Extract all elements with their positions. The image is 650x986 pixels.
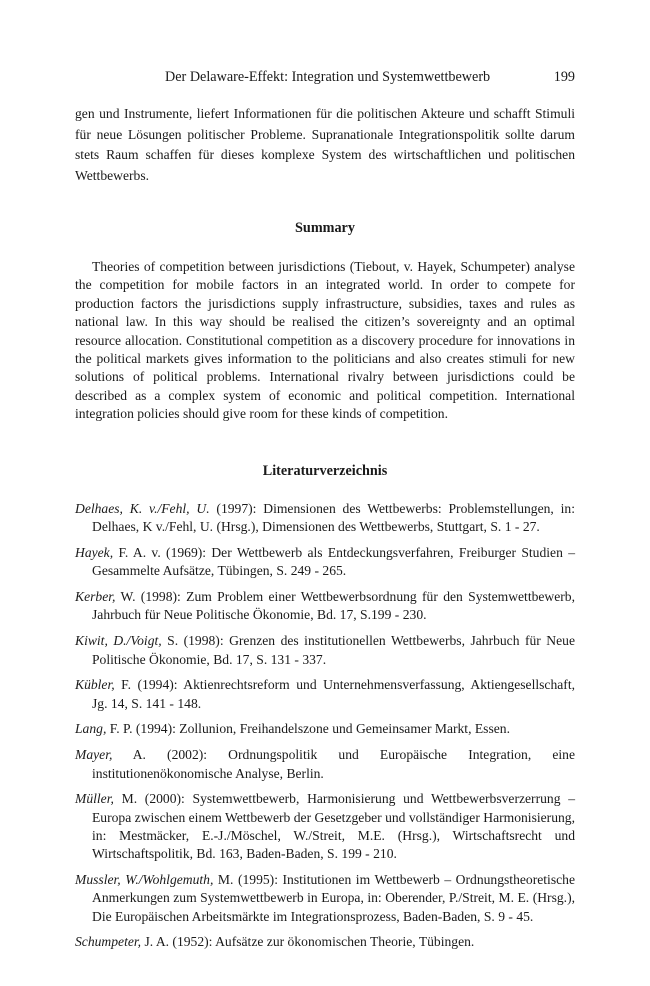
bibliography-entry <box>75 790 575 863</box>
entry-text: J. A. (1952): Aufsätze zur ökonomischen Theorie, Tübingen. <box>141 934 475 950</box>
entry-author: Schumpeter, <box>75 934 142 950</box>
bibliography-entry <box>75 632 575 669</box>
entry-author: Müller, <box>75 791 114 807</box>
bibliography-entry <box>75 500 575 537</box>
entry-author: Delhaes, K. v./Fehl, U. <box>75 501 210 516</box>
bibliography-list <box>75 500 575 959</box>
entry-text: S. (1998): Grenzen des institutionellen Wettbewerbs, Jahrbuch für Neue Politische Ökonomie, Bd. 17, S. 131 - 337. <box>92 633 575 667</box>
bibliography-entry <box>75 933 575 951</box>
entry-text: A. (2002): Ordnungspolitik und Europäische Integration, eine institutionenökonomische Analyse, Berlin. <box>92 747 575 781</box>
entry-text: (1997): Dimensionen des Wettbewerbs: Problemstellungen, in: Delhaes, K v./Fehl, U. (Hrsg.), Dimensionen des Wettbewerbs, Stuttgart, S. 1 - 27. <box>92 501 575 535</box>
entry-author: Hayek, <box>75 545 114 561</box>
entry-author: Lang, <box>75 721 107 737</box>
summary-paragraph: Theories of competition between jurisdictions (Tiebout, v. Hayek, Schumpeter) analyse the competition for mobile factors in an integrated world. In order to compete for production factors the jurisdictions supply infrastructure, subsidies, taxes and rules as national law. In this way should be realised the citizen’s sovereignty and an optimal resource allocation. Constitutional competition as a discovery procedure for innovations in the political markets gives information to the politicians and also creates stimuli for new solutions of political problems. International rivalry between jurisdictions could be described as a complex system of economic and political competition. International integration policies should give room for these kinds of competition. <box>75 259 575 422</box>
entry-author: Mussler, W./Wohlgemuth, <box>75 872 214 888</box>
entry-author: Kübler, <box>75 677 115 693</box>
running-title: Der Delaware-Effekt: Integration und Systemwettbewerb <box>165 69 491 85</box>
entry-author: Kiwit, D./Voigt, <box>75 633 162 649</box>
entry-author: Mayer, <box>75 747 113 763</box>
bibliography-entry <box>75 746 575 783</box>
entry-text: F. P. (1994): Zollunion, Freihandelszone und Gemeinsamer Markt, Essen. <box>106 721 510 737</box>
intro-paragraph: gen und Instrumente, liefert Informationen für die politischen Akteure und schafft Stimuli für neue Lösungen politischer Probleme. Supranationale Integrationspolitik sollte darum stets Raum schaffen für dieses komplexe System des wirtschaftlichen und politischen Wettbewerbs. <box>75 106 575 183</box>
bibliography-entry <box>75 676 575 713</box>
page-number: 199 <box>553 69 575 85</box>
bibliography-entry <box>75 588 575 625</box>
bibliography-entry <box>75 544 575 581</box>
entry-text: W. (1998): Zum Problem einer Wettbewerbsordnung für den Systemwettbewerb, Jahrbuch für Neue Politische Ökonomie, Bd. 17, S.199 - 230. <box>92 589 575 623</box>
bibliography-entry <box>75 871 575 926</box>
entry-text: F. (1994): Aktienrechtsreform und Unternehmensverfassung, Aktiengesellschaft, Jg. 14, S. 141 - 148. <box>92 677 575 711</box>
bibliography-heading: Literaturverzeichnis <box>262 463 388 479</box>
summary-heading: Summary <box>295 220 355 236</box>
bibliography-entry <box>75 720 575 738</box>
entry-author: Kerber, <box>75 589 116 605</box>
entry-text: M. (2000): Systemwettbewerb, Harmonisierung und Wettbewerbsverzerrung – Europa zwischen einem Wettbewerb der Gesetzgeber und vollständiger Harmonisierung, in: Mestmäcker, E.-J./Möschel, W./Streit, M.E. (Hrsg.), Wirtschaftsrecht und Wirtschaftspolitik, Bd. 163, Baden-Baden, S. 199 - 210. <box>92 791 575 862</box>
entry-text: M. (1995): Institutionen im Wettbewerb – Ordnungstheoretische Anmerkungen zum Systemwettbewerb in Europa, in: Oberender, P./Streit, M. E. (Hrsg.), Die Europäischen Arbeitsmärkte im Integrationsprozess, Baden-Baden, S. 9 - 45. <box>92 872 575 924</box>
entry-text: F. A. v. (1969): Der Wettbewerb als Entdeckungsverfahren, Freiburger Studien – Gesammelte Aufsätze, Tübingen, S. 249 - 265. <box>92 545 575 579</box>
